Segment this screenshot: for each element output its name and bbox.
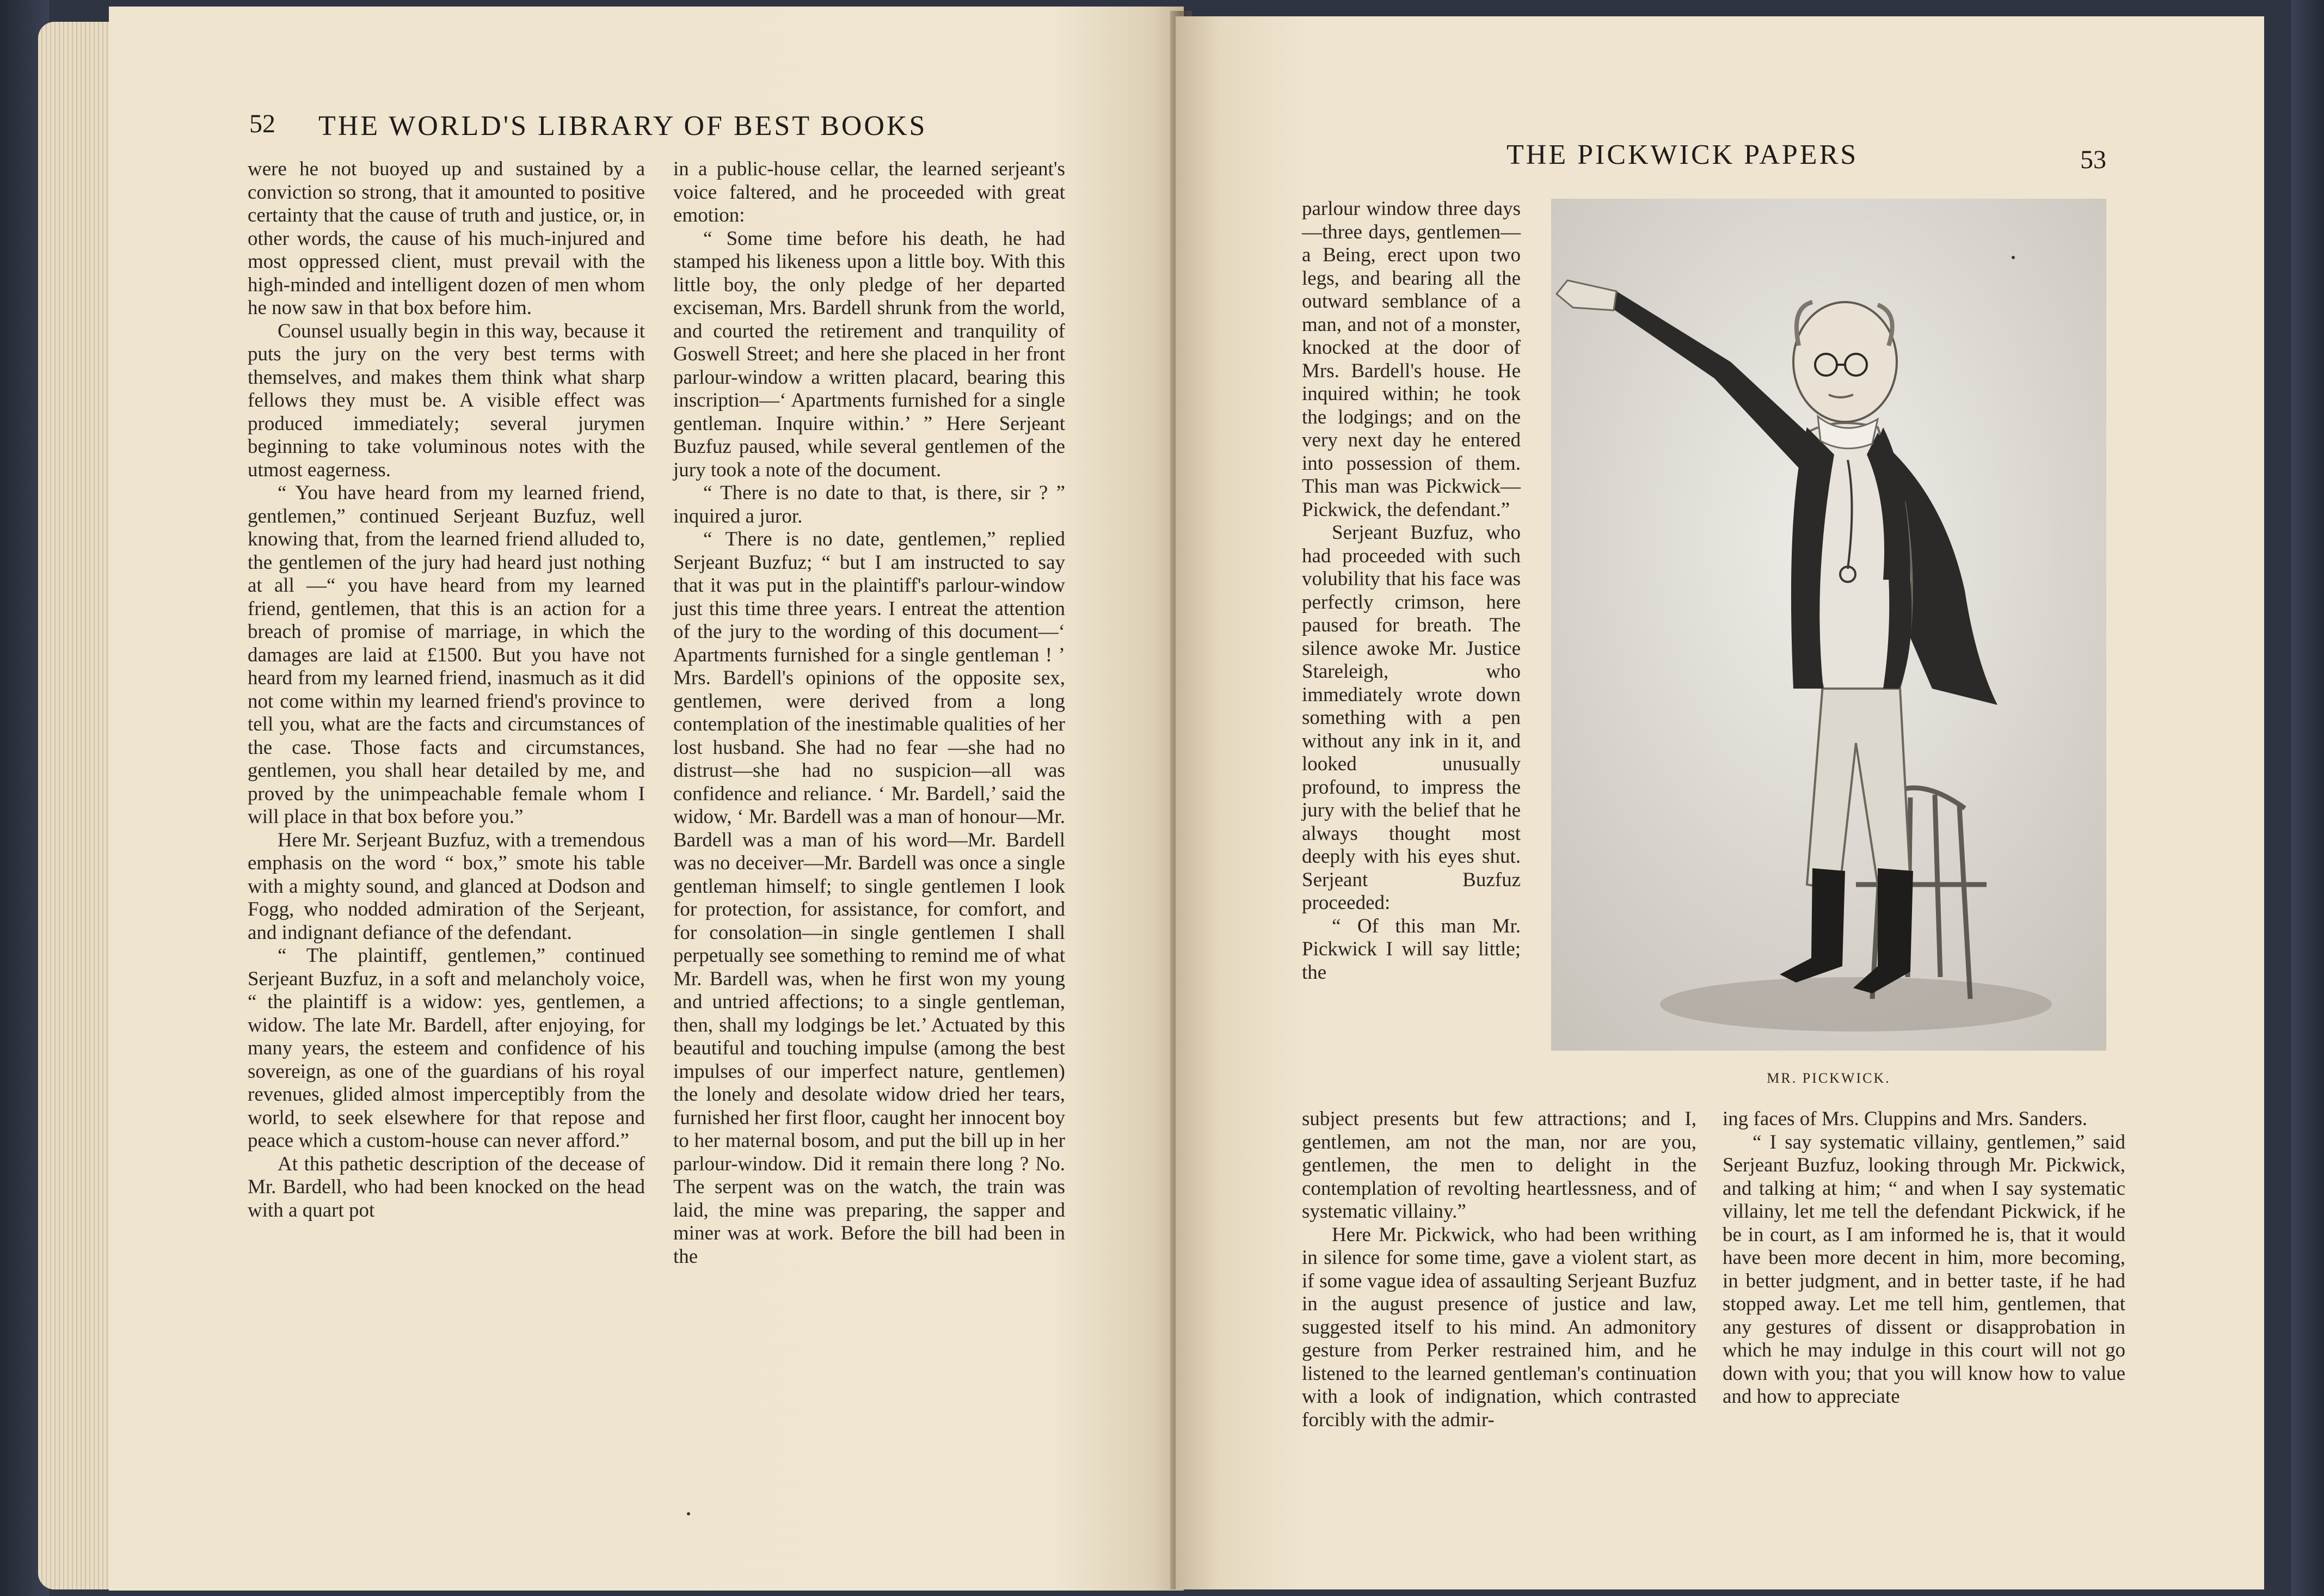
paragraph: Here Mr. Pickwick, who had been writhing in silence for some time, gave a violent start, as if some vague idea of assaulting Serjeant Buzfuz in the august presence of justice and law, suggested itself to his mind. An admonitory gesture from Perker restrained him, and he listened to the learned gentleman's continuation with a look of indignation, which contrasted forcibly with the admir- [1302,1223,1696,1431]
running-head-left: THE WORLD'S LIBRARY OF BEST BOOKS [318,111,927,142]
paragraph: “ Some time before his death, he had stamped his likeness upon a little boy. With this little boy, the only pledge of her departed exciseman, Mrs. Bardell shrunk from the world, and courted the retirement and tranquility of Goswell Street; and here she placed in her front parlour-window a written placard, bearing this inscription—‘ Apartments furnished for a single gentleman. Inquire within.’ ” Here Serjeant Buzfuz paused, while several gentlemen of the jury took a note of the document. [673,227,1065,481]
paragraph: “ You have heard from my learned friend, gentlemen,” continued Serjeant Buzfuz, well knowing that, from the learned friend alluded to, the gentlemen of the jury had heard just nothing at all —“ you have heard from my learned friend, gentlemen, that this is an action for a breach of promise of marriage, in which the damages are laid at £1500. But you have not heard from my learned friend, inasmuch as it did not come within my learned friend's province to tell you, what are the facts and circumstances of the case. Those facts and circumstances, gentlemen, you shall hear detailed by me, and proved by the unimpeachable female whom I will place in that box before you.” [248,482,645,828]
paragraph: “ The plaintiff, gentlemen,” continued Serjeant Buzfuz, in a soft and melancholy voice, “ the plaintiff is a widow: yes, gentlemen, a widow. The late Mr. Bardell, after enjoying, for many years, the esteem and confidence of his sovereign, as one of the guardians of his royal revenues, glided almost imperceptibly from the world, to seek elsewhere for that repose and peace which a custom-house can never afford.” [248,944,645,1152]
print-mark [687,1512,690,1515]
page-number-left: 52 [249,109,275,138]
page-number-right: 53 [2080,145,2106,174]
illustration-caption: MR. PICKWICK. [1767,1070,1891,1086]
right-column-2 [1723,1108,2125,1409]
pickwick-illustration [1551,199,2106,1051]
page-edges [38,22,120,1589]
left-column-1 [248,158,645,1222]
paragraph: subject presents but few attractions; and I, gentlemen, am not the man, nor are you, gentlemen, the men to delight in the contemplation of revolting heartlessness, and of systematic villainy.” [1302,1108,1696,1223]
paragraph: parlour window three days—three days, gentlemen—a Being, erect upon two legs, and bearing all the outward semblance of a man, and not of a monster, knocked at the door of Mrs. Bardell's house. He inquired within; he took the lodgings; and on the very next day he entered into possession of them. This man was Pickwick—Pickwick, the defendant.” [1302,198,1521,521]
paragraph: “ Of this man Mr. Pickwick I will say little; the [1302,914,1521,984]
paragraph: At this pathetic description of the decease of Mr. Bardell, who had been knocked on the head with a quart pot [248,1152,645,1221]
paragraph: were he not buoyed up and sustained by a conviction so strong, that it amounted to positive certainty that the cause of truth and justice, or, in other words, the cause of his much-injured and most oppressed client, must prevail with the high-minded and intelligent dozen of men whom he now saw in that box before him. [248,158,645,319]
right-column-beside-illustration [1302,198,1521,984]
paragraph: Counsel usually begin in this way, because it puts the jury on the very best terms with themselves, and makes them think what sharp fellows they must be. A visible effect was produced immediately; several jurymen beginning to take voluminous notes with the utmost eagerness. [248,320,645,481]
left-column-2 [673,158,1065,1268]
book-cover-right [2291,0,2324,1596]
paragraph: Here Mr. Serjeant Buzfuz, with a tremendous emphasis on the word “ box,” smote his table with a mighty sound, and glanced at Dodson and Fogg, who nodded admiration of the Serjeant, and indignant defiance of the defendant. [248,828,645,944]
print-mark [2012,256,2015,259]
paragraph: in a public-house cellar, the learned serjeant's voice faltered, and he proceeded with great emotion: [673,158,1065,226]
pickwick-figure-drawing [1551,199,2106,1051]
paragraph: ing faces of Mrs. Cluppins and Mrs. Sanders. [1723,1108,2088,1130]
running-head-right: THE PICKWICK PAPERS [1507,139,1859,170]
paragraph: Serjeant Buzfuz, who had proceeded with such volubility that his face was perfectly crimson, here paused for breath. The silence awoke Mr. Justice Stareleigh, who immediately wrote down something with a pen without any ink in it, and looked unusually profound, to impress the jury with the belief that he always thought most deeply with his eyes shut. Serjeant Buzfuz proceeded: [1302,521,1521,914]
right-column-1 [1302,1108,1696,1432]
paragraph: “ There is no date to that, is there, sir ? ” inquired a juror. [673,482,1065,527]
paragraph: “ I say systematic villainy, gentlemen,” said Serjeant Buzfuz, looking through Mr. Pickwick, and talking at him; “ and when I say systematic villainy, let me tell the defendant Pickwick, if he be in court, as I am informed he is, that it would have been more decent in him, more becoming, in better judgment, and in better taste, if he had stopped away. Let me tell him, gentlemen, that any gestures of dissent or disapprobation in which he may indulge in this court will not go down with you; that you will know how to value and how to appreciate [1723,1131,2125,1408]
paragraph: “ There is no date, gentlemen,” replied Serjeant Buzfuz; “ but I am instructed to say that it was put in the plaintiff's parlour-window just this time three years. I entreat the attention of the jury to the wording of this document—‘ Apartments furnished for a single gentleman ! ’ Mrs. Bardell's opinions of the opposite sex, gentlemen, were derived from a long contemplation of the inestimable qualities of her lost husband. She had no fear —she had no distrust—she had no suspicion—all was confidence and reliance. ‘ Mr. Bardell,’ said the widow, ‘ Mr. Bardell was a man of honour—Mr. Bardell was a man of his word—Mr. Bardell was no deceiver—Mr. Bardell was once a single gentleman himself; to single gentlemen I look for protection, for assistance, for comfort, and for consolation—in single gentlemen I shall perpetually see something to remind me of what Mr. Bardell was, when he first won my young and untried affections; to a single gentleman, then, shall my lodgings be let.’ Actuated by this beautiful and touching impulse (among the best impulses of our imperfect nature, gentlemen) the lonely and desolate widow dried her tears, furnished her first floor, caught her innocent boy to her maternal bosom, and put the bill up in her parlour-window. Did it remain there long ? No. The serpent was on the watch, the train was laid, the mine was preparing, the sapper and miner was at work. Before the bill had been in the [673,528,1065,1268]
